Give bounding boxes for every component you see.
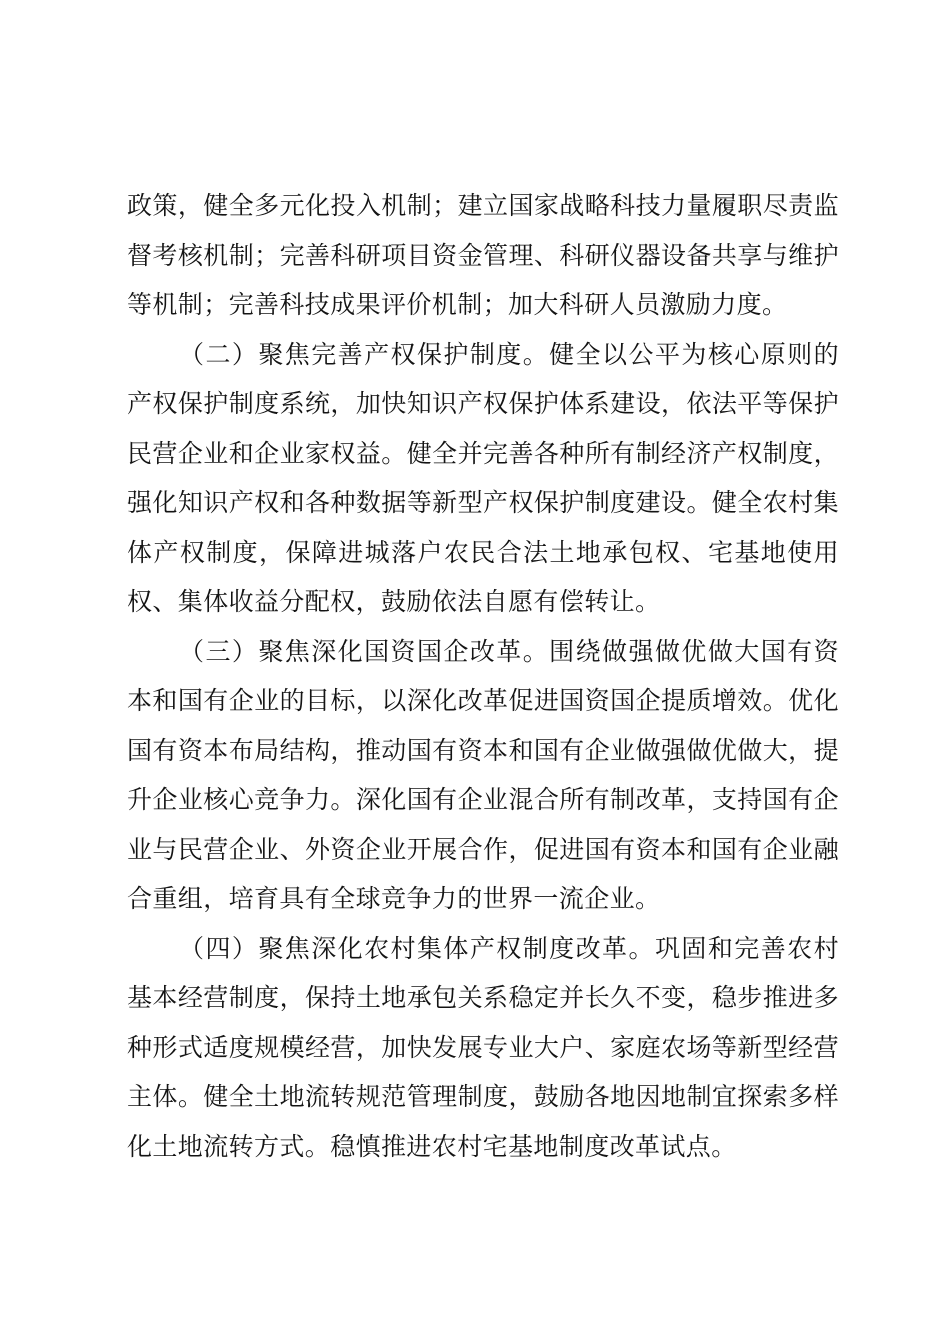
paragraph-property-rights: （二）聚焦完善产权保护制度。健全以公平为核心原则的产权保护制度系统，加快知识产权保护体系建设，依法平等保护民营企业和企业家权益。健全并完善各种所有制经济产权制度，强化知识产权和各种数据等新型产权保护制度建设。健全农村集体产权制度，保障进城落户农民合法土地承包权、宅基地使用权、集体收益分配权，鼓励依法自愿有偿转让。: [127, 339, 839, 616]
document-body: [127, 181, 839, 1171]
paragraph-rural-collective-reform: （四）聚焦深化农村集体产权制度改革。巩固和完善农村基本经营制度，保持土地承包关系稳定并长久不变，稳步推进多种形式适度规模经营，加快发展专业大户、家庭农场等新型经营主体。健全土地流转规范管理制度，鼓励各地因地制宜探索多样化土地流转方式。稳慎推进农村宅基地制度改革试点。: [127, 933, 839, 1161]
paragraph-intro-continuation: 政策，健全多元化投入机制；建立国家战略科技力量履职尽责监督考核机制；完善科研项目资金管理、科研仪器设备共享与维护等机制；完善科技成果评价机制；加大科研人员激励力度。: [127, 191, 839, 319]
paragraph-state-owned-reform: （三）聚焦深化国资国企改革。围绕做强做优做大国有资本和国有企业的目标，以深化改革促进国资国企提质增效。优化国有资本布局结构，推动国有资本和国有企业做强做优做大，提升企业核心竞争力。深化国有企业混合所有制改革，支持国有企业与民营企业、外资企业开展合作，促进国有资本和国有企业融合重组，培育具有全球竞争力的世界一流企业。: [127, 636, 839, 913]
